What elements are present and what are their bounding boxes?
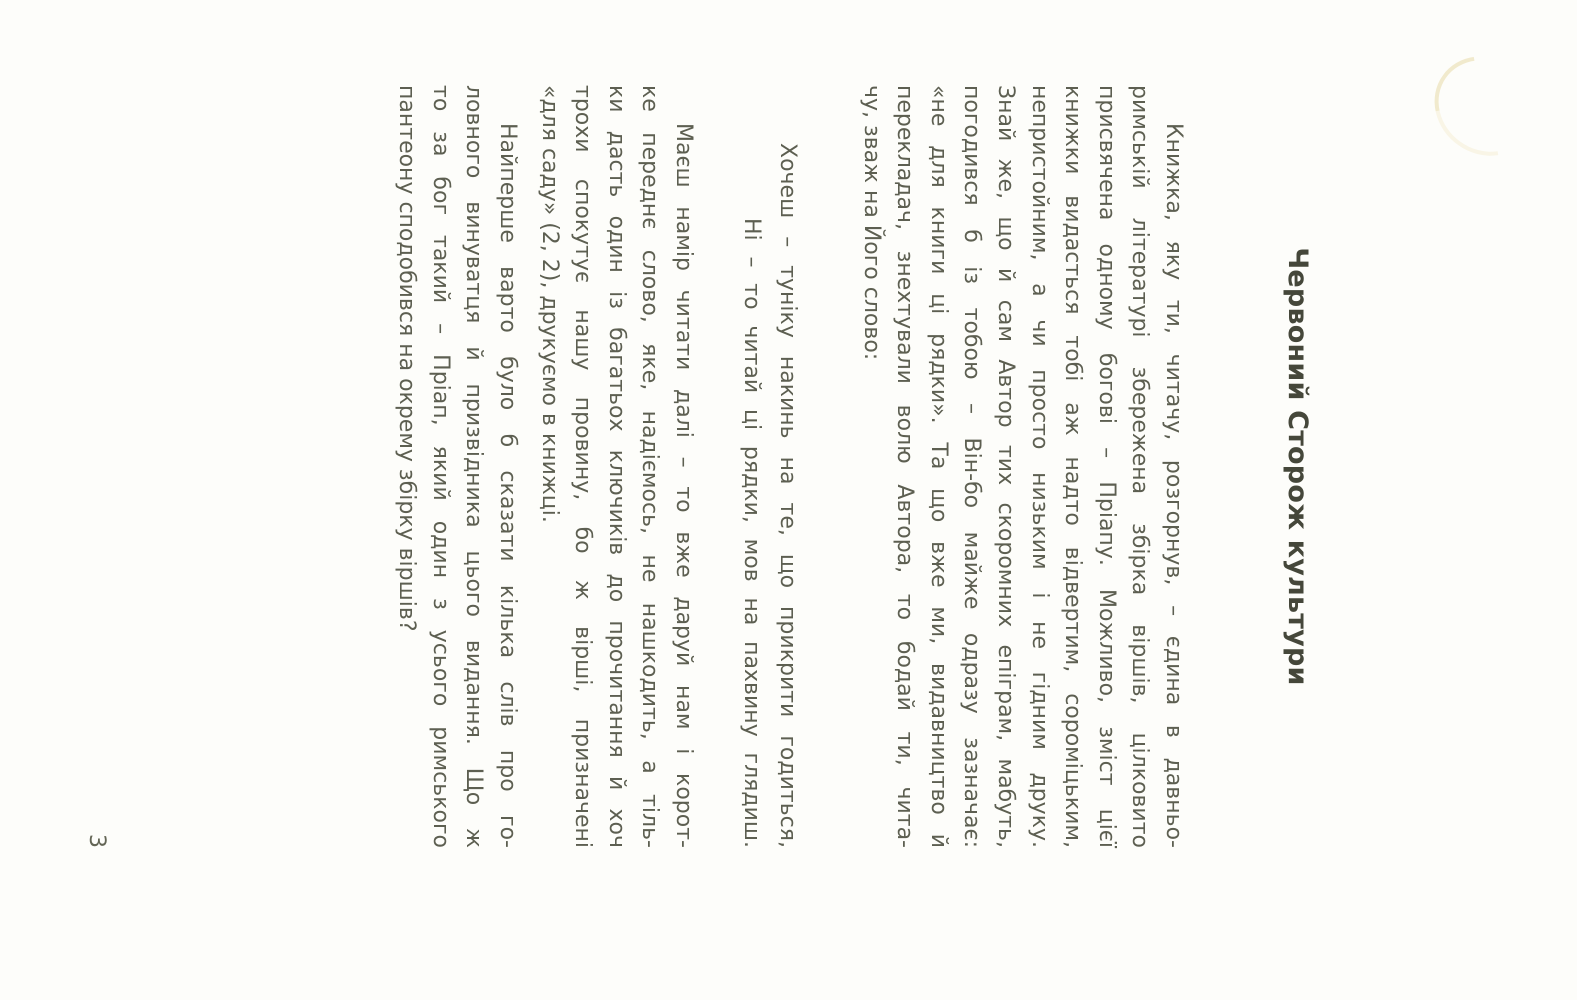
text-line: Знай же, що й сам Автор тих скоромних епіграм, мабуть, xyxy=(993,85,1019,848)
text-line: погодився б із тобою – Він-бо майже одразу зазначає: xyxy=(959,85,985,848)
text-line: ки дасть один із багатьох ключиків до прочитання й хоч xyxy=(603,85,629,848)
paragraph-3 xyxy=(390,85,524,848)
text-line: непристойним, а чи просто низьким і не гідним друку. xyxy=(1026,85,1052,848)
chapter-title: Червоний Сторож культури xyxy=(1282,247,1313,686)
scan-stain-mark xyxy=(1415,36,1557,175)
text-line: ке переднє слово, яке, надіємось, не нашкодить, а тіль- xyxy=(637,85,663,848)
paragraph-1 xyxy=(854,85,1190,848)
text-line: Книжка, яку ти, читачу, розгорнув, – єдина в давньо- xyxy=(1161,123,1186,848)
text-line: трохи спокутує нашу провину, бо ж вірші, призначені xyxy=(570,85,596,848)
text-line: Найперше варто було б сказати кілька слів про го- xyxy=(495,123,520,848)
text-line: «для саду» (2, 2), друкуємо в книжці. xyxy=(536,85,562,523)
verse-couplet xyxy=(733,85,805,848)
text-line: чу, зваж на Його слово: xyxy=(858,85,884,361)
text-line: то за бог такий – Пріап, який один з усього римського xyxy=(427,85,453,848)
text-line: ловного винуватця й призвідника цього видання. Що ж xyxy=(461,85,487,848)
text-line: пантеону сподобився на окрему збірку віршів? xyxy=(394,85,420,632)
text-line: римській літературі збережена збірка віршів, цілковито xyxy=(1127,85,1153,848)
verse-line: Хочеш – туніку накинь на те, що прикрити годиться, xyxy=(775,143,800,848)
page-number: 3 xyxy=(84,834,109,848)
text-line: перекладач, знехтували волю Автора, то бодай ти, чита- xyxy=(892,85,918,848)
verse-line: Ні – то читай ці рядки, мов на пахвину глядиш. xyxy=(739,218,764,848)
paragraph-2 xyxy=(532,85,700,848)
text-line: «не для книги ці рядки». Та що вже ми, видавництво й xyxy=(925,85,951,848)
text-line: присвячена одному богові – Пріапу. Можливо, зміст цієї xyxy=(1093,85,1119,848)
text-line: Маєш намір читати далі – то вже даруй нам і корот- xyxy=(671,123,696,848)
text-line: книжки видасться тобі аж надто відвертим, сороміцьким, xyxy=(1060,85,1086,848)
